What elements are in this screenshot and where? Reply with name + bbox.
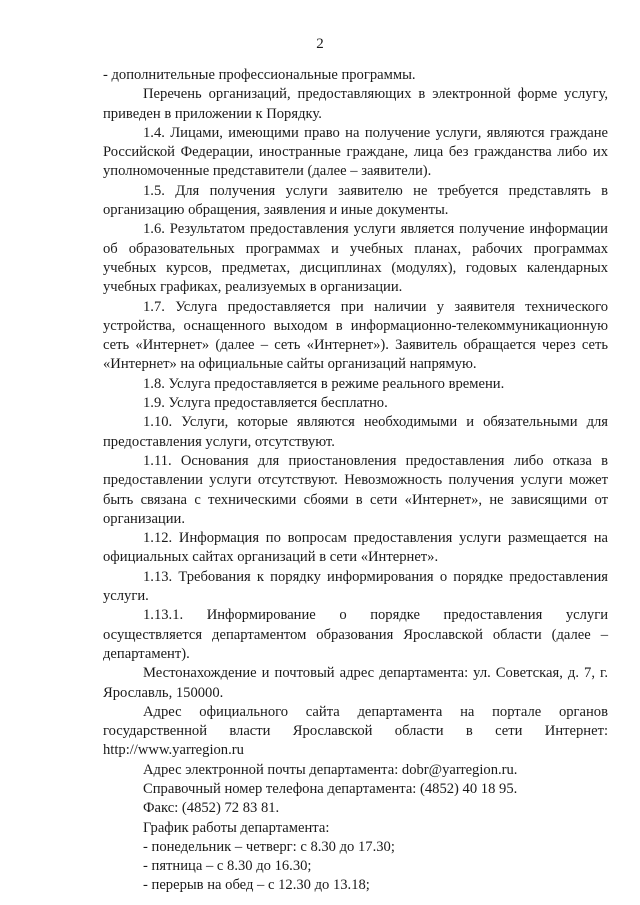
schedule-item-lunch: - перерыв на обед – с 12.30 до 13.18;	[143, 877, 370, 894]
paragraph-website: Адрес официального сайта департамента на портале органов государственной власти Ярославской области в сети Интернет: http://www.yarregion.ru	[103, 703, 608, 759]
paragraph-phone: Справочный номер телефона департамента: (4852) 40 18 95.	[143, 780, 518, 797]
paragraph-1-13-1: 1.13.1. Информирование о порядке предоставления услуги осуществляется департаментом образования Ярославской области (далее – департамент).	[103, 607, 608, 662]
schedule-item-mon-thu: - понедельник – четверг: с 8.30 до 17.30;	[143, 838, 395, 855]
schedule-item-friday: - пятница – с 8.30 до 16.30;	[143, 858, 312, 875]
paragraph-1-13: 1.13. Требования к порядку информирования о порядке предоставления услуги.	[103, 568, 608, 605]
page-number: 2	[316, 36, 324, 52]
paragraph-1-8: 1.8. Услуга предоставляется в режиме реального времени.	[143, 375, 505, 392]
paragraph-fax: Факс: (4852) 72 83 81.	[143, 800, 280, 817]
document-body	[103, 66, 608, 896]
paragraph-1-6: 1.6. Результатом предоставления услуги является получение информации об образовательных программах и учебных планах, рабочих программах учебных курсов, предметах, дисциплинах (модулях), годовых календарных учебных графиках, реализуемых в организации.	[103, 221, 608, 296]
paragraph-organizations-list: Перечень организаций, предоставляющих в электронной форме услугу, приведен в приложении к Порядку.	[103, 86, 608, 122]
paragraph-email: Адрес электронной почты департамента: dobr@yarregion.ru.	[143, 761, 518, 778]
paragraph-1-7: 1.7. Услуга предоставляется при наличии у заявителя технического устройства, оснащенного выходом в информационно-телекоммуникационную сеть «Интернет» (далее – сеть «Интернет»). Заявитель обращается через сеть «Интернет» на официальные сайты организаций напрямую.	[103, 298, 608, 373]
paragraph-1-11: 1.11. Основания для приостановления предоставления либо отказа в предоставлении услуги отсутствуют. Невозможность получения услуги может быть связана с техническими сбоями в сети «Интернет», не зависящими от организации.	[103, 452, 608, 527]
paragraph-1-12: 1.12. Информация по вопросам предоставления услуги размещается на официальных сайтах организаций в сети «Интернет».	[103, 530, 608, 566]
paragraph-1-10: 1.10. Услуги, которые являются необходимыми и обязательными для предоставления услуги, отсутствуют.	[103, 414, 608, 450]
paragraph-1-5: 1.5. Для получения услуги заявителю не требуется представлять в организацию обращения, заявления и иные документы.	[103, 182, 608, 219]
paragraph-schedule-heading: График работы департамента:	[143, 819, 330, 836]
paragraph-address: Местонахождение и почтовый адрес департамента: ул. Советская, д. 7, г. Ярославль, 150000.	[103, 665, 608, 701]
paragraph-1-9: 1.9. Услуга предоставляется бесплатно.	[143, 395, 388, 412]
paragraph-list-item: - дополнительные профессиональные программы.	[103, 67, 416, 83]
paragraph-1-4: 1.4. Лицами, имеющими право на получение услуги, являются граждане Российской Федерации, иностранные граждане, лица без гражданства либо их уполномоченные представители (далее – заявители).	[103, 124, 608, 180]
